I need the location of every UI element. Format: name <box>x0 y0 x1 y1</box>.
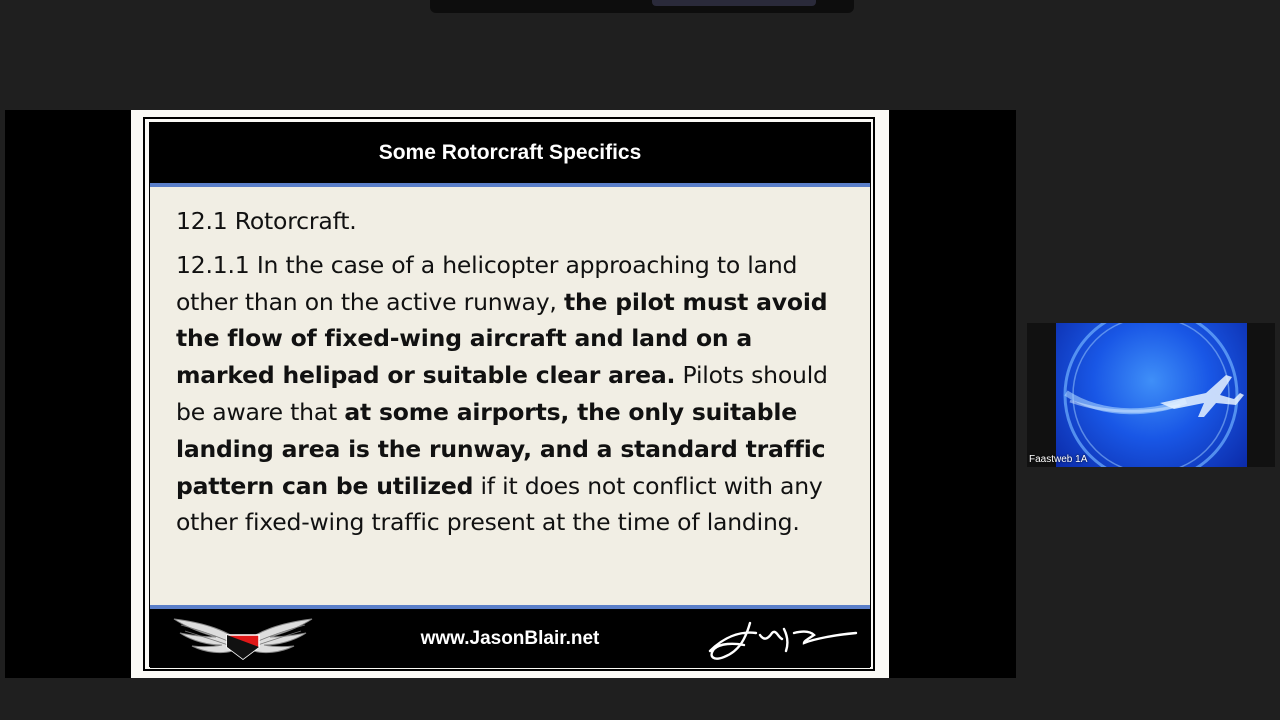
slide-footer <box>150 609 870 668</box>
participant-video-tile[interactable] <box>1027 323 1275 467</box>
paragraph-run-4: at some airports, the only suitable landing area is the runway, and a standard traffic pattern can be utilized <box>176 397 826 500</box>
paragraph-run-1: 12.1.1 In the case of a helicopter approaching to land other than on the active runway, <box>176 250 798 316</box>
header-divider <box>150 183 870 187</box>
airplane-globe-icon <box>1056 323 1247 467</box>
meeting-top-bar[interactable] <box>430 0 854 13</box>
slide-body <box>176 203 856 541</box>
paragraph-run-3: Pilots should be aware that <box>176 361 828 426</box>
presentation-slide <box>131 110 889 678</box>
paragraph-run-2: the pilot must avoid the flow of fixed-wing aircraft and land on a marked helipad or suitable clear area. <box>176 287 828 390</box>
slide-content-frame <box>149 122 871 667</box>
footer-website-url: www.JasonBlair.net <box>420 628 600 649</box>
section-heading: 12.1 Rotorcraft. <box>176 207 357 235</box>
signature-icon <box>704 617 860 663</box>
section-paragraph <box>176 247 856 541</box>
paragraph-run-5: if it does not conflict with any other fixed-wing traffic present at the time of landing. <box>176 471 823 537</box>
slide-title: Some Rotorcraft Specifics <box>150 123 870 183</box>
top-bar-indicator <box>652 0 816 6</box>
participant-avatar <box>1056 323 1247 467</box>
participant-name-label: Faastweb 1A <box>1029 454 1088 465</box>
